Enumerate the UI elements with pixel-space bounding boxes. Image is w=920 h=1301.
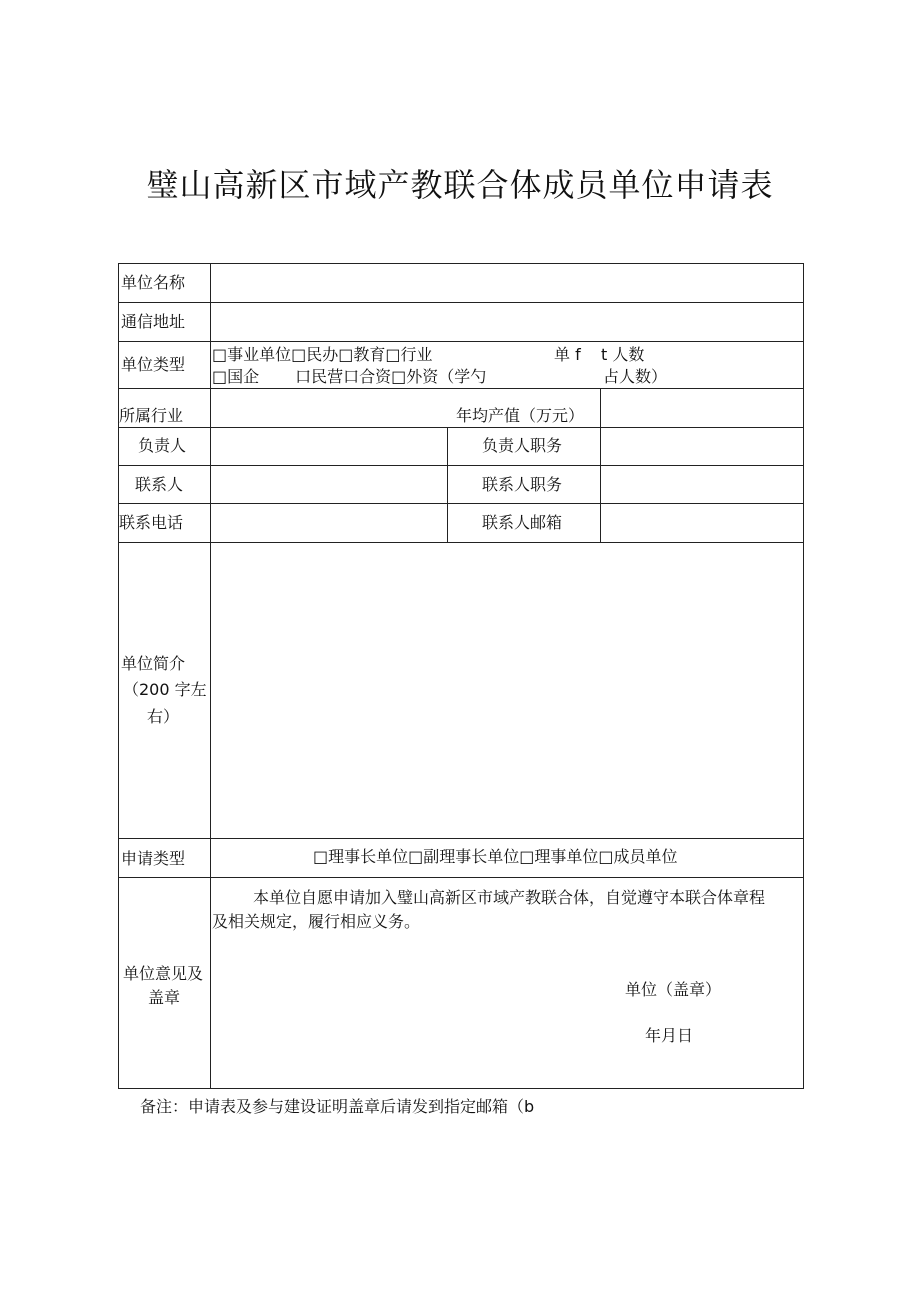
- row-divider: [118, 877, 804, 878]
- annual-output-field[interactable]: [602, 389, 802, 426]
- opinion-label: 单位意见及: [123, 964, 204, 983]
- address-field[interactable]: [212, 303, 802, 340]
- address-label: 通信地址: [121, 312, 186, 331]
- contact-position-field[interactable]: [602, 466, 802, 502]
- contact-field[interactable]: [212, 466, 446, 502]
- apply-type-label: 申请类型: [121, 849, 186, 868]
- leader-label: 负责人: [138, 436, 187, 455]
- annual-output-label: 年均产值（万元）: [456, 406, 585, 425]
- intro-label: 单位简介: [121, 654, 186, 673]
- industry-field[interactable]: [212, 389, 446, 426]
- contact-email-field[interactable]: [602, 504, 802, 541]
- unit-name-label: 单位名称: [121, 273, 186, 292]
- leader-position-field[interactable]: [602, 428, 802, 464]
- staff-count-text-b: t 人数: [601, 345, 645, 364]
- opinion-statement-line1: 本单位自愿申请加入璧山高新区市域产教联合体，自觉遵守本联合体章程: [253, 888, 766, 907]
- seal-line: 单位（盖章）: [625, 980, 722, 999]
- unit-type-private-jv-foreign[interactable]: 口民营口合资□外资（学勺: [295, 367, 487, 386]
- column-divider: [600, 388, 601, 542]
- industry-label: 所属行业: [119, 406, 184, 425]
- leader-field[interactable]: [212, 428, 446, 464]
- staff-count-text-c: 占人数）: [603, 367, 668, 386]
- column-divider: [447, 427, 448, 542]
- unit-type-options-line1[interactable]: □事业单位□民办□教育□行业: [212, 345, 433, 364]
- date-line: 年月日: [645, 1026, 694, 1045]
- row-divider: [118, 341, 804, 342]
- row-divider: [118, 838, 804, 839]
- opinion-statement-line2: 及相关规定，履行相应义务。: [212, 912, 421, 931]
- unit-name-field[interactable]: [212, 264, 802, 301]
- contact-label: 联系人: [135, 475, 184, 494]
- intro-length-hint-end: 右）: [147, 707, 180, 726]
- phone-label: 联系电话: [119, 513, 184, 532]
- footnote: 备注：申请表及参与建设证明盖章后请发到指定邮箱（b: [140, 1097, 535, 1116]
- apply-type-options[interactable]: □理事长单位□副理事长单位□理事单位□成员单位: [313, 847, 678, 866]
- intro-length-hint: （200 字左: [123, 680, 207, 699]
- intro-field[interactable]: [212, 543, 802, 837]
- opinion-label-seal: 盖章: [148, 988, 181, 1007]
- contact-email-label: 联系人邮箱: [482, 513, 563, 532]
- unit-type-options-line2[interactable]: [212, 366, 486, 388]
- unit-type-label: 单位类型: [121, 355, 186, 374]
- column-divider: [210, 263, 211, 1089]
- staff-count-text-a: 单 f: [554, 345, 581, 364]
- phone-field[interactable]: [212, 504, 446, 541]
- unit-type-state-owned[interactable]: □国企: [212, 367, 260, 386]
- page-title: 璧山高新区市域产教联合体成员单位申请表: [146, 166, 774, 204]
- leader-position-label: 负责人职务: [482, 436, 563, 455]
- contact-position-label: 联系人职务: [482, 475, 563, 494]
